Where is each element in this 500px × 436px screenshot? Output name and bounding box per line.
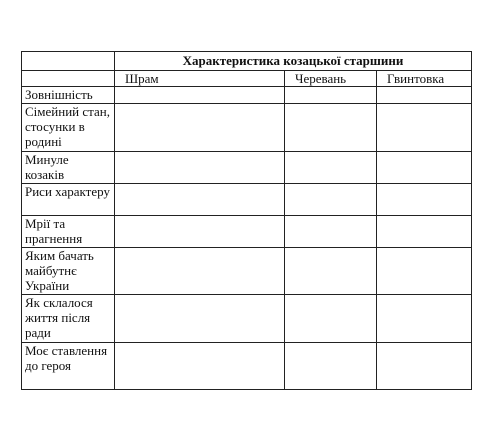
table-row — [22, 104, 472, 152]
blank-cell[interactable] — [285, 216, 377, 248]
blank-cell[interactable] — [115, 248, 285, 295]
blank-cell[interactable] — [115, 216, 285, 248]
table-title-row — [22, 52, 472, 71]
table-row — [22, 295, 472, 343]
row-label: Зовнішність — [22, 87, 115, 104]
blank-cell[interactable] — [285, 152, 377, 184]
blank-cell[interactable] — [377, 216, 472, 248]
blank-cell[interactable] — [115, 295, 285, 343]
blank-cell[interactable] — [377, 184, 472, 216]
row-label: Моє ставлення до героя — [22, 343, 115, 390]
blank-cell[interactable] — [115, 184, 285, 216]
table-row — [22, 184, 472, 216]
blank-cell[interactable] — [115, 104, 285, 152]
table-row — [22, 216, 472, 248]
table-row — [22, 87, 472, 104]
column-header-shram: Шрам — [115, 71, 285, 87]
table-row — [22, 248, 472, 295]
blank-cell[interactable] — [377, 295, 472, 343]
blank-cell[interactable] — [285, 87, 377, 104]
blank-cell[interactable] — [285, 104, 377, 152]
empty-corner-cell — [22, 52, 115, 71]
blank-cell[interactable] — [285, 248, 377, 295]
table-row — [22, 152, 472, 184]
blank-cell[interactable] — [377, 87, 472, 104]
table-title: Характеристика козацької старшини — [115, 52, 472, 71]
blank-cell[interactable] — [377, 343, 472, 390]
row-label: Минуле козаків — [22, 152, 115, 184]
row-label: Як склалося життя після ради — [22, 295, 115, 343]
column-header-hvyntovka: Гвинтовка — [377, 71, 472, 87]
table-row — [22, 343, 472, 390]
blank-cell[interactable] — [285, 295, 377, 343]
blank-cell[interactable] — [285, 184, 377, 216]
row-label: Мрії та прагнення — [22, 216, 115, 248]
row-label: Риси характеру — [22, 184, 115, 216]
column-header-cherevan: Черевань — [285, 71, 377, 87]
blank-cell[interactable] — [377, 104, 472, 152]
blank-cell[interactable] — [115, 152, 285, 184]
row-label: Сімейний стан, стосунки в родині — [22, 104, 115, 152]
column-header-row — [22, 71, 472, 87]
blank-cell[interactable] — [115, 343, 285, 390]
blank-cell[interactable] — [115, 87, 285, 104]
empty-header-cell — [22, 71, 115, 87]
row-label: Яким бачать майбутнє України — [22, 248, 115, 295]
blank-cell[interactable] — [285, 343, 377, 390]
blank-cell[interactable] — [377, 152, 472, 184]
blank-cell[interactable] — [377, 248, 472, 295]
character-table — [21, 51, 472, 390]
